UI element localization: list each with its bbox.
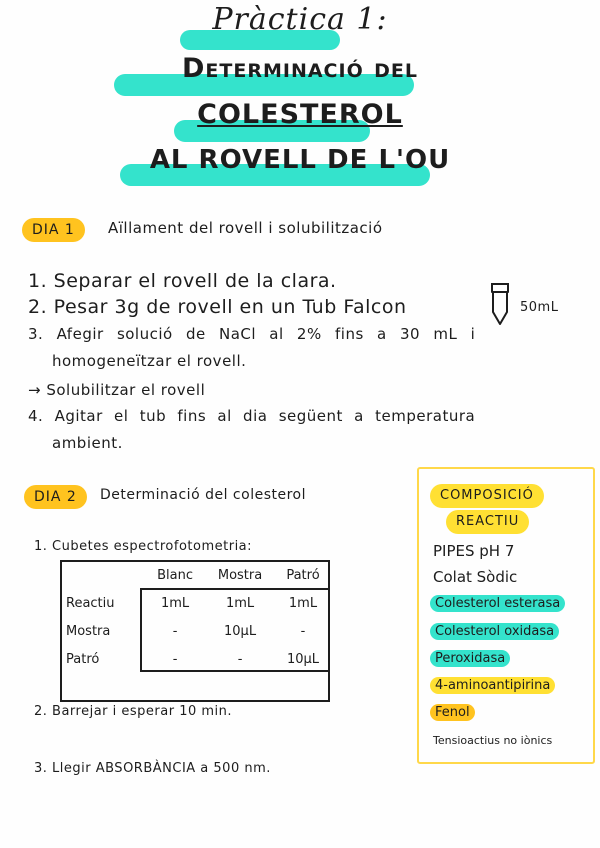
- cubetes-table: [60, 561, 330, 673]
- dia1-step-4: 4. Agitar el tub fins al dia següent a temperatura: [28, 407, 476, 425]
- dia2-heading: Determinació del colesterol: [100, 487, 306, 503]
- dia1-step-2: 2. Pesar 3g de rovell en un Tub Falcon: [28, 296, 407, 318]
- table-row-header: Reactiu: [66, 595, 115, 611]
- dia2-step-3: 3. Llegir ABSORBÀNCIA a 500 nm.: [34, 761, 271, 776]
- table-cell: 10µL: [224, 623, 257, 639]
- table-row: [60, 589, 330, 617]
- composition-item: Fenol: [430, 704, 475, 721]
- composition-title-1: COMPOSICIÓ: [430, 484, 544, 508]
- dia2-badge: DIA 2: [24, 485, 87, 509]
- table-row: [60, 617, 330, 645]
- dia1-step-1: 1. Separar el rovell de la clara.: [28, 270, 337, 292]
- table-cell: 1mL: [288, 595, 318, 611]
- table-cell: -: [237, 651, 243, 667]
- table-bottom-line: [60, 700, 330, 702]
- table-cell: 1mL: [160, 595, 190, 611]
- tube-volume-label: 50mL: [520, 300, 559, 315]
- table-cell: -: [172, 623, 178, 639]
- table-header-cell: Patró: [286, 567, 320, 583]
- composition-item: Colesterol oxidasa: [430, 623, 559, 640]
- table-cell: -: [300, 623, 306, 639]
- table-header-cell: Mostra: [217, 567, 263, 583]
- composition-item: Tensioactius no iònics: [433, 734, 553, 747]
- falcon-tube-icon: [488, 282, 512, 326]
- composition-item: 4-aminoantipirina: [430, 677, 555, 694]
- composition-item: Peroxidasa: [430, 650, 510, 667]
- dia1-heading: Aïllament del rovell i solubilització: [108, 219, 383, 237]
- composition-title-2: REACTIU: [446, 510, 529, 534]
- dia1-badge: DIA 1: [22, 218, 85, 242]
- title-line-2: Determinació del: [182, 53, 418, 84]
- title-line-4: AL ROVELL DE L'OU: [149, 145, 451, 175]
- table-row-header: Mostra: [66, 623, 111, 639]
- title-line-3: COLESTEROL: [197, 99, 403, 130]
- table-row-header: Patró: [66, 651, 100, 667]
- table-cell: 10µL: [286, 651, 320, 667]
- table-header-cell: Blanc: [157, 567, 193, 583]
- dia1-arrow-step: → Solubilitzar el rovell: [28, 381, 206, 399]
- table-cell: -: [172, 651, 178, 667]
- table-cell: 1mL: [225, 595, 255, 611]
- table-corner: [60, 561, 146, 589]
- dia1-step-3: 3. Afegir solució de NaCl al 2% fins a 30 mL i: [28, 325, 476, 343]
- composition-item: PIPES pH 7: [433, 542, 515, 560]
- composition-item: Colesterol esterasa: [430, 595, 565, 612]
- table-row: [60, 645, 330, 673]
- dia1-step-3b: homogeneïtzar el rovell.: [52, 352, 247, 370]
- table-header-row: [60, 561, 330, 589]
- dia2-step-1: 1. Cubetes espectrofotometria:: [34, 539, 253, 554]
- title-line-1: Pràctica 1:: [212, 2, 388, 37]
- dia2-step-2: 2. Barrejar i esperar 10 min.: [34, 704, 233, 719]
- dia1-step-4b: ambient.: [52, 434, 123, 452]
- composition-item: Colat Sòdic: [433, 568, 518, 586]
